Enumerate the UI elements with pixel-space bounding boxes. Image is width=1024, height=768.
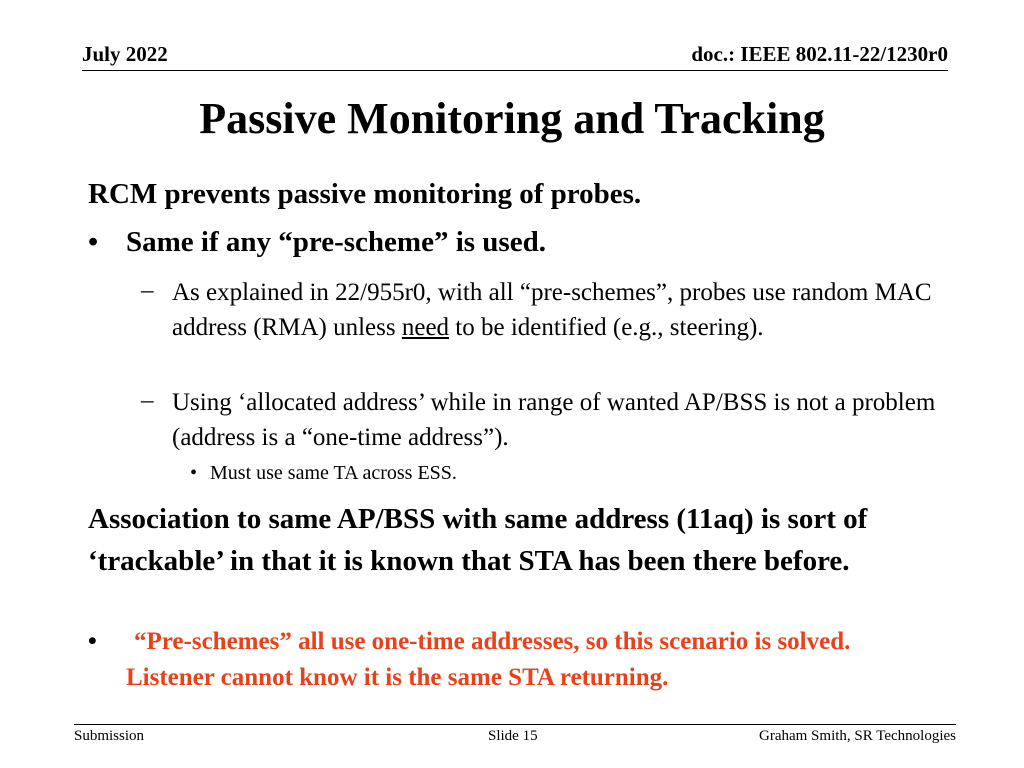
- heading-association: Association to same AP/BSS with same address (11aq) is sort of ‘trackable’ in that it is known that STA has been there before.: [88, 503, 868, 577]
- small-bullet-marker: •: [190, 462, 198, 484]
- bullet-one-time-address: “Pre-schemes” all use one-time addresses, so this scenario is solved. Listener cannot know it is the same STA returning.: [126, 628, 851, 691]
- sub-bullet-rma-text-a: As explained in 22/955r0, with all “pre-schemes”, probes use random MAC address (RMA) unless: [172, 279, 932, 341]
- sub-sub-bullet-ta: Must use same TA across ESS.: [210, 462, 457, 484]
- footer-divider: [74, 724, 956, 725]
- slide-title: Passive Monitoring and Tracking: [199, 94, 825, 143]
- heading-rcm: RCM prevents passive monitoring of probes.: [88, 178, 642, 210]
- bullet-marker-2: •: [88, 628, 97, 655]
- header-doc-id: doc.: IEEE 802.11-22/1230r0: [691, 42, 948, 66]
- sub-bullet-rma: [172, 275, 942, 345]
- footer-slide-number: Slide 15: [488, 728, 538, 744]
- header-date: July 2022: [82, 42, 168, 66]
- sub-bullet-rma-underlined: need: [401, 314, 450, 341]
- header-divider: [82, 70, 948, 71]
- sub-bullet-rma-text-b: to be identified (e.g., steering).: [449, 314, 764, 341]
- sub-bullet-allocated-address: Using ‘allocated address’ while in range of wanted AP/BSS is not a problem (address is a “one-time address”).: [172, 389, 936, 451]
- dash-marker: –: [141, 277, 154, 304]
- dash-marker: –: [141, 387, 154, 414]
- bullet-pre-scheme: Same if any “pre-scheme” is used.: [126, 226, 546, 258]
- bullet-marker: •: [88, 226, 99, 258]
- footer-submission: Submission: [74, 728, 145, 744]
- footer-author: Graham Smith, SR Technologies: [759, 728, 956, 744]
